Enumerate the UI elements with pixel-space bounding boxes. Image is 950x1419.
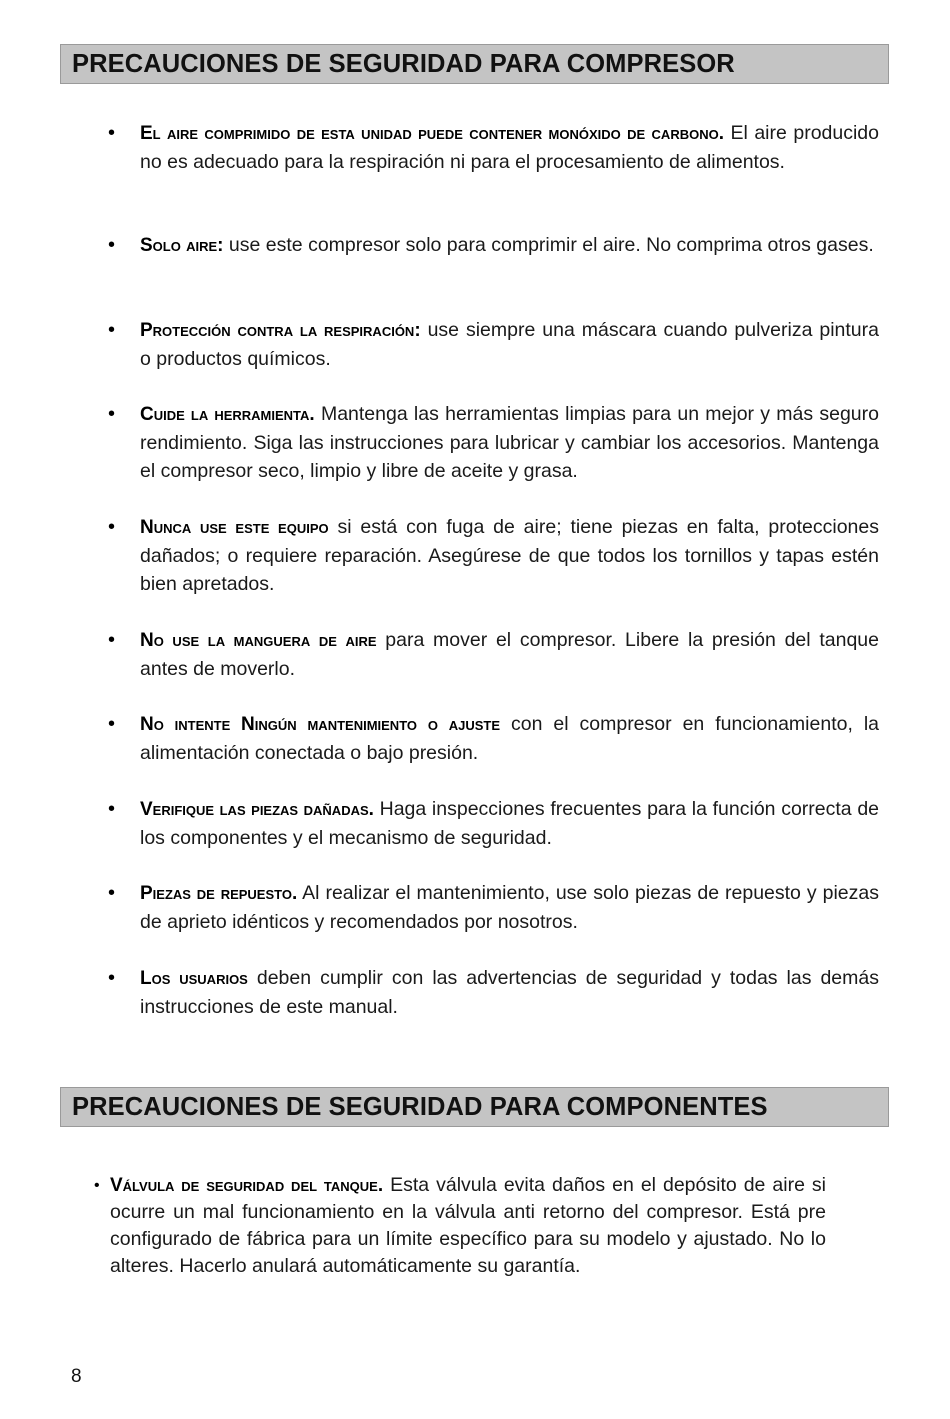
item-text: Al realizar el mantenimiento, use solo piezas de repuesto y piezas de aprieto idénticos y recomendados por nosotros. (140, 882, 879, 933)
item-text: Mantenga las herramientas limpias para un mejor y más seguro rendimiento. Siga las instrucciones para lubricar y cambiar los accesorios. Mantenga el compresor seco, limpio y libre de aceite y grasa. (140, 403, 879, 482)
list-item (140, 316, 879, 373)
item-text: con el compresor en funcionamiento, la alimentación conectada o bajo presión. (140, 713, 879, 764)
list-item (140, 795, 879, 852)
item-lead: No intente Ningún mantenimiento o ajuste (140, 714, 501, 735)
item-lead: No use la manguera de aire (140, 630, 377, 651)
item-lead: Solo aire: (140, 235, 224, 256)
list-item (140, 119, 879, 176)
section-title-componentes: PRECAUCIONES DE SEGURIDAD PARA COMPONENTES (60, 1087, 889, 1127)
page-number: 8 (71, 1366, 82, 1387)
item-text: El aire producido no es adecuado para la respiración ni para el procesamiento de alimentos. (140, 122, 879, 173)
list-item (140, 879, 879, 936)
item-text: use siempre una máscara cuando pulveriza pintura o productos químicos. (140, 319, 879, 370)
item-text: use este compresor solo para comprimir el aire. No comprima otros gases. (223, 234, 874, 256)
list-item (140, 231, 879, 260)
item-lead: Cuide la herramienta. (140, 404, 315, 425)
item-lead: El aire comprimido de esta unidad puede contener monóxido de carbono. (140, 123, 724, 144)
list-item (140, 626, 879, 683)
item-text: para mover el compresor. Libere la presión del tanque antes de moverlo. (140, 629, 879, 680)
item-lead: Válvula de seguridad del tanque. (110, 1175, 384, 1196)
item-lead: Piezas de repuesto. (140, 883, 298, 904)
list-item (140, 400, 879, 485)
item-lead: Los usuarios (140, 968, 248, 989)
section-title-compresor: PRECAUCIONES DE SEGURIDAD PARA COMPRESOR (60, 44, 889, 84)
list-item (110, 1172, 826, 1280)
item-lead: Protección contra la respiración: (140, 320, 421, 341)
item-text: si está con fuga de aire; tiene piezas en falta, protecciones dañados; o requiere reparación. Asegúrese de que todos los tornillos y tapas estén bien apretados. (140, 516, 879, 595)
item-text: deben cumplir con las advertencias de seguridad y todas las demás instrucciones de este manual. (140, 967, 879, 1018)
list-item (140, 513, 879, 598)
list-item (140, 964, 879, 1021)
list-item (140, 710, 879, 767)
item-lead: Nunca use este equipo (140, 517, 329, 538)
item-text: Esta válvula evita daños en el depósito de aire si ocurre un mal funcionamiento en la válvula anti retorno del compresor. Está pre configurado de fábrica para un límite específico para su modelo y ajustado. No lo alteres. Hacerlo anulará automáticamente su garantía. (110, 1174, 826, 1277)
item-lead: Verifique las piezas dañadas. (140, 799, 374, 820)
item-text: Haga inspecciones frecuentes para la función correcta de los componentes y el mecanismo de seguridad. (140, 798, 880, 849)
